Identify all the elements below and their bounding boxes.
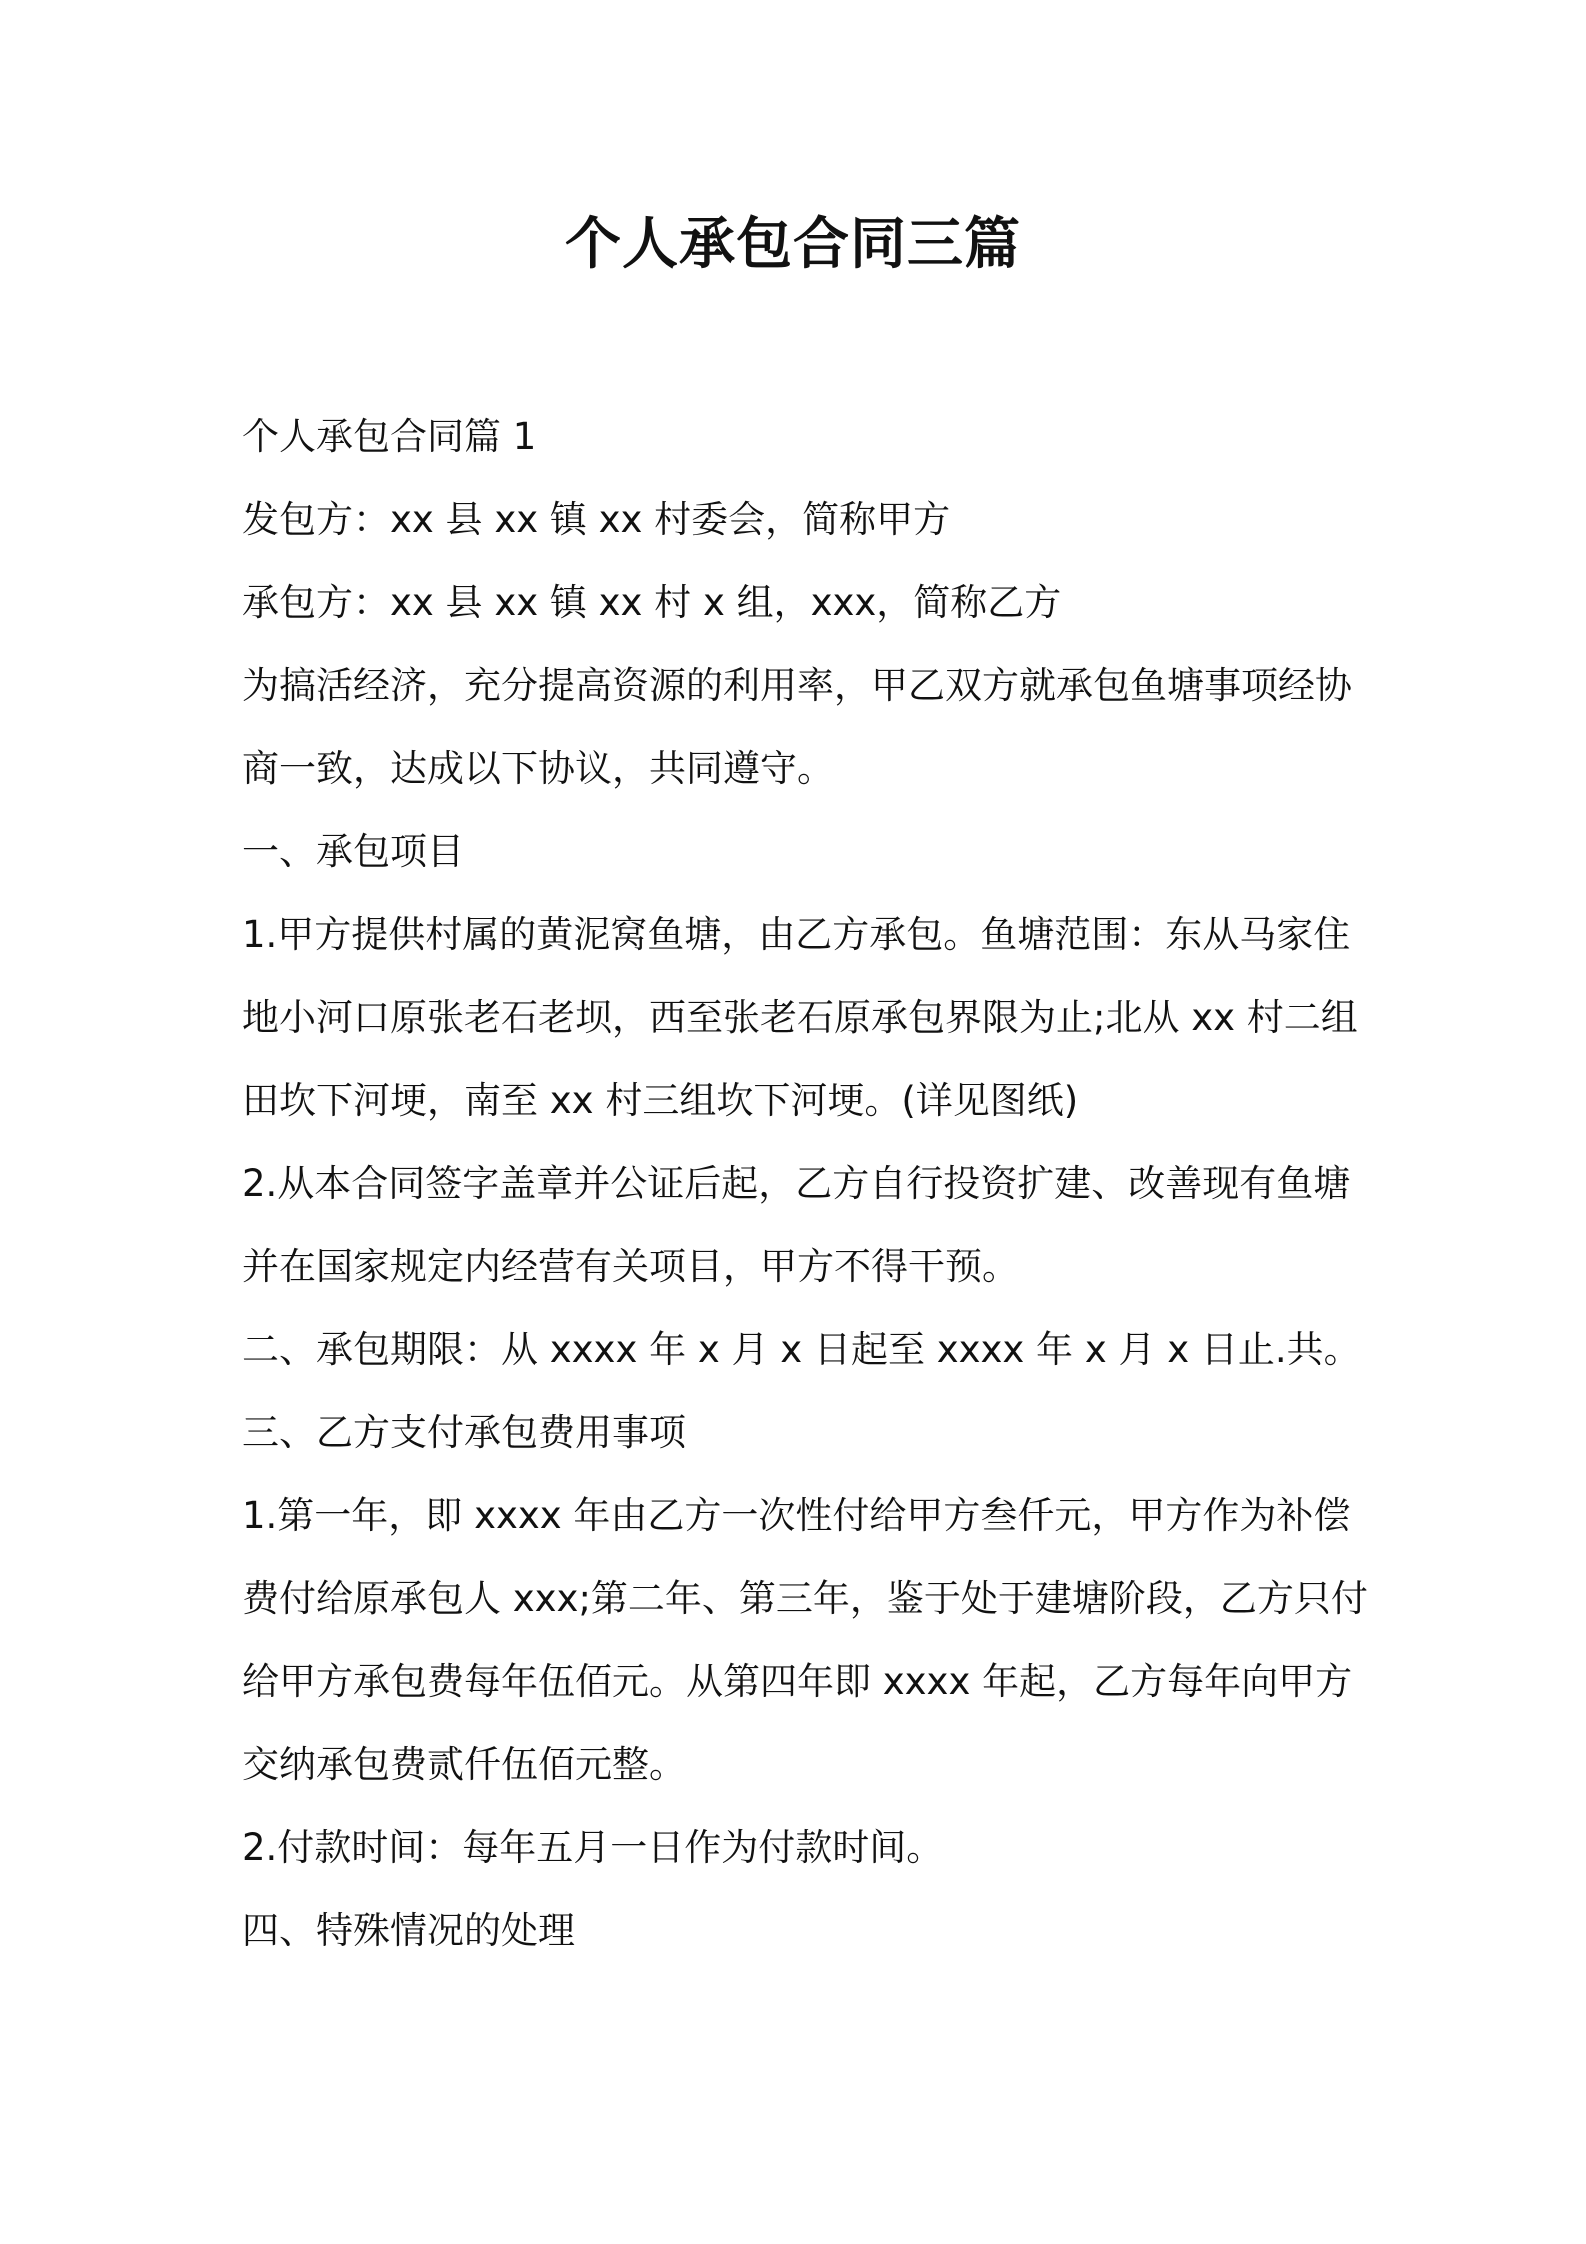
clause-3-1-line-3: 给甲方承包费每年伍佰元。从第四年即 xxxx 年起，乙方每年向甲方 xyxy=(242,1660,1353,1703)
clause-1-1-line-1: 1.甲方提供村属的黄泥窝鱼塘，由乙方承包。鱼塘范围：东从马家住 xyxy=(242,913,1351,956)
clause-1-2-line-1: 2.从本合同签字盖章并公证后起，乙方自行投资扩建、改善现有鱼塘 xyxy=(242,1162,1351,1205)
clause-heading-2: 二、承包期限：从 xxxx 年 x 月 x 日起至 xxxx 年 x 月 x 日止.共。 xyxy=(242,1328,1361,1371)
clause-1-2-line-2: 并在国家规定内经营有关项目，甲方不得干预。 xyxy=(242,1245,1019,1288)
clause-3-1-line-2: 费付给原承包人 xxx;第二年、第三年，鉴于处于建塘阶段，乙方只付 xyxy=(242,1577,1368,1620)
clause-3-2: 2.付款时间：每年五月一日作为付款时间。 xyxy=(242,1826,944,1869)
document-title: 个人承包合同三篇 xyxy=(565,212,1021,277)
preamble-line-1: 为搞活经济，充分提高资源的利用率，甲乙双方就承包鱼塘事项经协 xyxy=(242,664,1352,707)
party-b-line: 承包方：xx 县 xx 镇 xx 村 x 组，xxx，简称乙方 xyxy=(242,581,1062,624)
clause-heading-1: 一、承包项目 xyxy=(242,830,464,873)
clause-1-1-line-2: 地小河口原张老石老坝，西至张老石原承包界限为止;北从 xx 村二组 xyxy=(242,996,1358,1039)
party-a-line: 发包方：xx 县 xx 镇 xx 村委会，简称甲方 xyxy=(242,498,951,541)
preamble-line-2: 商一致，达成以下协议，共同遵守。 xyxy=(242,747,834,790)
section-heading-contract-1: 个人承包合同篇 1 xyxy=(242,415,537,458)
clause-heading-3: 三、乙方支付承包费用事项 xyxy=(242,1411,686,1454)
clause-3-1-line-1: 1.第一年，即 xxxx 年由乙方一次性付给甲方叁仟元，甲方作为补偿 xyxy=(242,1494,1351,1537)
clause-heading-4: 四、特殊情况的处理 xyxy=(242,1909,575,1952)
document-body xyxy=(242,395,1368,1972)
clause-1-1-line-3: 田坎下河埂，南至 xx 村三组坎下河埂。(详见图纸) xyxy=(242,1079,1079,1122)
clause-3-1-line-4: 交纳承包费贰仟伍佰元整。 xyxy=(242,1743,686,1786)
